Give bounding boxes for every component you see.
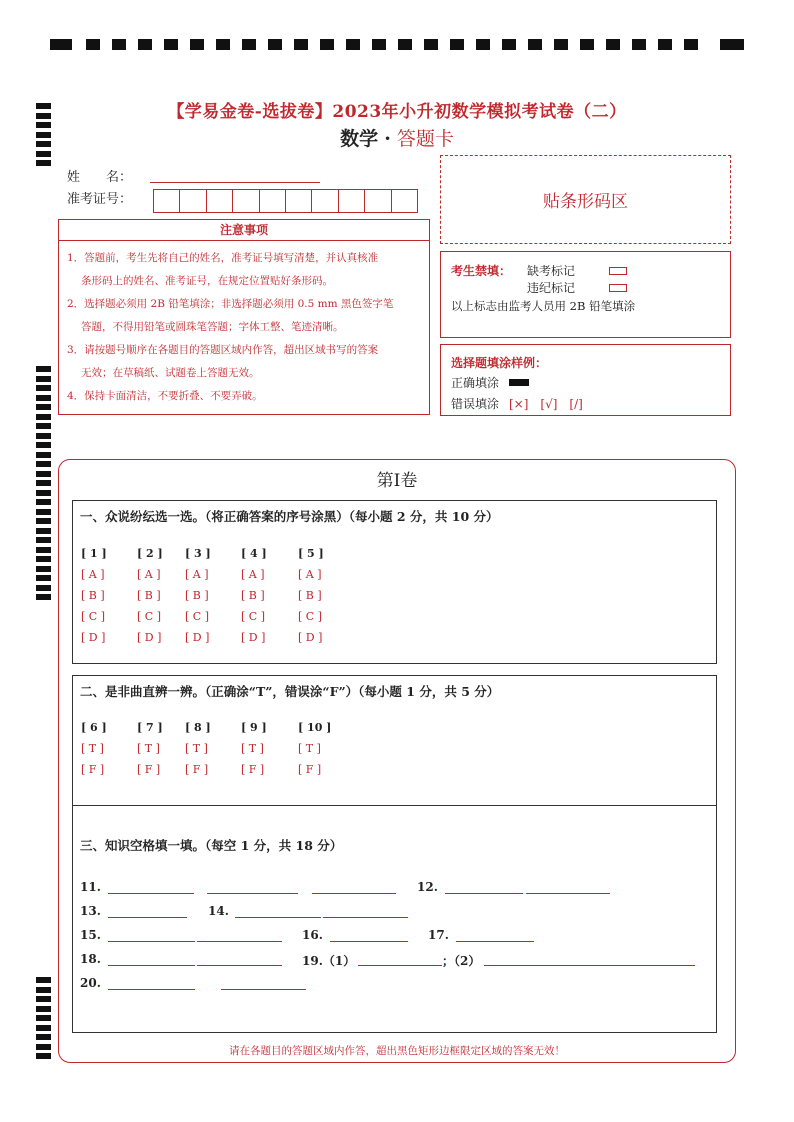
absent-mark-box[interactable] (609, 263, 627, 277)
q13-label: 13. (80, 904, 101, 918)
name-label: 姓 名： (67, 170, 133, 185)
choice-option-bubble[interactable]: [ C ] (298, 610, 322, 623)
q15-label: 15. (80, 928, 101, 942)
q18-label: 18. (80, 952, 101, 966)
choice-option-bubble[interactable]: [ C ] (185, 610, 209, 623)
notice-item: 条形码上的姓名、准考证号，在规定位置贴好条形码。 (81, 275, 333, 287)
judge-question-number: [ 10 ] (298, 721, 332, 734)
q11-blank-1[interactable] (108, 893, 194, 894)
fill-sample-box (440, 344, 731, 416)
q12-blank-1[interactable] (445, 893, 523, 894)
answer-card-label: 答题卡 (396, 128, 454, 150)
violation-mark-label: 违纪标记 (527, 281, 576, 295)
q11-label: 11. (80, 880, 101, 894)
side-timing-mark (36, 423, 51, 429)
volume-title: 第Ⅰ卷 (376, 471, 418, 491)
section-2-title: 二、是非曲直辨一辨。（正确涂“T”，错误涂“F”）（每小题 1 分，共 5 分） (80, 684, 500, 699)
q20-blank-2[interactable] (221, 989, 306, 990)
judge-option-bubble[interactable]: [ T ] (81, 742, 104, 755)
side-timing-mark (36, 537, 51, 543)
judge-option-bubble[interactable]: [ F ] (241, 763, 265, 776)
choice-option-bubble[interactable]: [ D ] (185, 631, 210, 644)
judge-question-number: [ 9 ] (241, 721, 267, 734)
side-timing-mark (36, 1015, 51, 1021)
side-timing-mark (36, 442, 51, 448)
side-timing-mark (36, 556, 51, 562)
side-timing-mark (36, 414, 51, 420)
q19-blank-1[interactable] (358, 965, 442, 966)
choice-question-number: [ 5 ] (298, 547, 324, 560)
q11-blank-2[interactable] (207, 893, 298, 894)
notice-item: 2．选择题必须用 2B 铅笔填涂；非选择题必须用 0.5 mm 黑色签字笔 (67, 298, 394, 310)
examiner-only-box (440, 251, 731, 338)
choice-option-bubble[interactable]: [ D ] (81, 631, 106, 644)
q16-blank-1[interactable] (330, 941, 408, 942)
choice-question-number: [ 4 ] (241, 547, 267, 560)
wrong-fill-label: 错误填涂 (451, 397, 500, 411)
exam-title: 【学易金卷-选拔卷】2023年小升初数学模拟考试卷（二） (167, 102, 627, 122)
forbid-note: 以上标志由监考人员用 2B 铅笔填涂 (451, 299, 636, 313)
side-timing-mark (36, 366, 51, 372)
choice-option-bubble[interactable]: [ A ] (137, 568, 161, 581)
q12-label: 12. (417, 880, 438, 894)
q14-label: 14. (208, 904, 229, 918)
notice-item: 4．保持卡面清洁，不要折叠、不要弄破。 (67, 390, 263, 402)
q16-label: 16. (302, 928, 323, 942)
judge-option-bubble[interactable]: [ T ] (241, 742, 264, 755)
footer-note: 请在各题目的答题区域内作答，超出黑色矩形边框限定区域的答案无效！ (229, 1045, 565, 1057)
judge-question-number: [ 7 ] (137, 721, 163, 734)
choice-question-number: [ 1 ] (81, 547, 107, 560)
judge-option-bubble[interactable]: [ T ] (185, 742, 208, 755)
q19-label: 19.（1） (302, 954, 356, 968)
choice-option-bubble[interactable]: [ B ] (241, 589, 265, 602)
side-timing-mark (36, 385, 51, 391)
subtitle-dot: · (384, 128, 391, 150)
q15-blank-1[interactable] (108, 941, 195, 942)
q17-blank-1[interactable] (456, 941, 534, 942)
judge-question-number: [ 8 ] (185, 721, 211, 734)
name-field[interactable] (150, 182, 320, 183)
card-subtitle (0, 124, 794, 151)
judge-option-bubble[interactable]: [ T ] (298, 742, 321, 755)
sample-title: 选择题填涂样例： (451, 356, 548, 370)
judge-option-bubble[interactable]: [ T ] (137, 742, 160, 755)
side-timing-mark (36, 376, 51, 382)
side-timing-mark (36, 528, 51, 534)
q18-blank-1[interactable] (108, 965, 195, 966)
side-timing-mark (36, 1034, 51, 1040)
choice-option-bubble[interactable]: [ A ] (241, 568, 265, 581)
q15-blank-2[interactable] (197, 941, 282, 942)
side-timing-mark (36, 566, 51, 572)
side-timing-mark (36, 395, 51, 401)
side-timing-mark (36, 594, 51, 600)
notice-item: 答题，不得用铅笔或圆珠笔答题；字体工整、笔迹清晰。 (81, 321, 344, 333)
notice-list (59, 241, 429, 408)
barcode-label: 贴条形码区 (543, 192, 628, 212)
choice-option-bubble[interactable]: [ C ] (81, 610, 105, 623)
side-timing-mark (36, 160, 51, 166)
side-timing-mark (36, 996, 51, 1002)
choice-option-bubble[interactable]: [ B ] (298, 589, 322, 602)
correct-fill-label: 正确填涂 (451, 376, 500, 390)
side-timing-mark (36, 987, 51, 993)
side-timing-mark (36, 499, 51, 505)
choice-question-number: [ 3 ] (185, 547, 211, 560)
choice-option-bubble[interactable]: [ A ] (81, 568, 105, 581)
side-timing-mark (36, 509, 51, 515)
judge-question-number: [ 6 ] (81, 721, 107, 734)
choice-option-bubble[interactable]: [ A ] (298, 568, 322, 581)
side-timing-mark (36, 452, 51, 458)
side-timing-mark (36, 518, 51, 524)
side-timing-mark (36, 433, 51, 439)
q20-blank-1[interactable] (108, 989, 195, 990)
subject-label: 数学 (340, 128, 379, 150)
side-timing-mark (36, 585, 51, 591)
choice-option-bubble[interactable]: [ C ] (241, 610, 265, 623)
barcode-area (440, 155, 731, 244)
side-timing-mark (36, 575, 51, 581)
q13-blank-1[interactable] (108, 917, 187, 918)
notice-item: 3．请按题号顺序在各题目的答题区域内作答，超出区域书写的答案 (67, 344, 379, 356)
q20-label: 20. (80, 976, 101, 990)
choice-option-bubble[interactable]: [ B ] (185, 589, 209, 602)
side-timing-mark (36, 1025, 51, 1031)
judge-option-bubble[interactable]: [ F ] (185, 763, 209, 776)
side-timing-mark (36, 547, 51, 553)
q17-label: 17. (428, 928, 449, 942)
judge-option-bubble[interactable]: [ F ] (81, 763, 105, 776)
q14-blank-2[interactable] (323, 917, 408, 918)
section-1-title: 一、众说纷纭选一选。（将正确答案的序号涂黑）（每小题 2 分，共 10 分） (80, 509, 499, 524)
choice-option-bubble[interactable]: [ B ] (81, 589, 105, 602)
choice-option-bubble[interactable]: [ D ] (137, 631, 162, 644)
q19-blank-2[interactable] (484, 965, 695, 966)
q19-part2-label: ；（2） (442, 954, 481, 968)
choice-option-bubble[interactable]: [ A ] (185, 568, 209, 581)
id-label: 准考证号： (67, 192, 133, 207)
judge-option-bubble[interactable]: [ F ] (298, 763, 322, 776)
id-number-boxes[interactable] (153, 189, 418, 213)
side-timing-mark (36, 404, 51, 410)
choice-option-bubble[interactable]: [ D ] (298, 631, 323, 644)
side-timing-mark (36, 977, 51, 983)
choice-option-bubble[interactable]: [ B ] (137, 589, 161, 602)
violation-mark-box[interactable] (609, 280, 627, 294)
side-timing-mark (36, 151, 51, 157)
q11-blank-3[interactable] (312, 893, 396, 894)
notice-item: 1．答题前，考生先将自己的姓名，准考证号填写清楚，并认真核准 (67, 252, 379, 264)
judge-option-bubble[interactable]: [ F ] (137, 763, 161, 776)
choice-option-bubble[interactable]: [ D ] (241, 631, 266, 644)
q14-blank-1[interactable] (235, 917, 321, 918)
q18-blank-2[interactable] (197, 965, 282, 966)
forbid-label: 考生禁填： (451, 264, 512, 278)
choice-option-bubble[interactable]: [ C ] (137, 610, 161, 623)
side-timing-mark (36, 1006, 51, 1012)
notice-box (58, 219, 430, 415)
q12-blank-2[interactable] (526, 893, 610, 894)
correct-fill-mark (509, 375, 529, 389)
wrong-fill-marks: [×] [√] [/] (509, 397, 583, 411)
choice-question-number: [ 2 ] (137, 547, 163, 560)
notice-heading: 注意事项 (59, 220, 429, 241)
absent-mark-label: 缺考标记 (527, 264, 576, 278)
section-3-title: 三、知识空格填一填。（每空 1 分，共 18 分） (80, 838, 343, 853)
notice-item: 无效；在草稿纸、试题卷上答题无效。 (81, 367, 260, 379)
